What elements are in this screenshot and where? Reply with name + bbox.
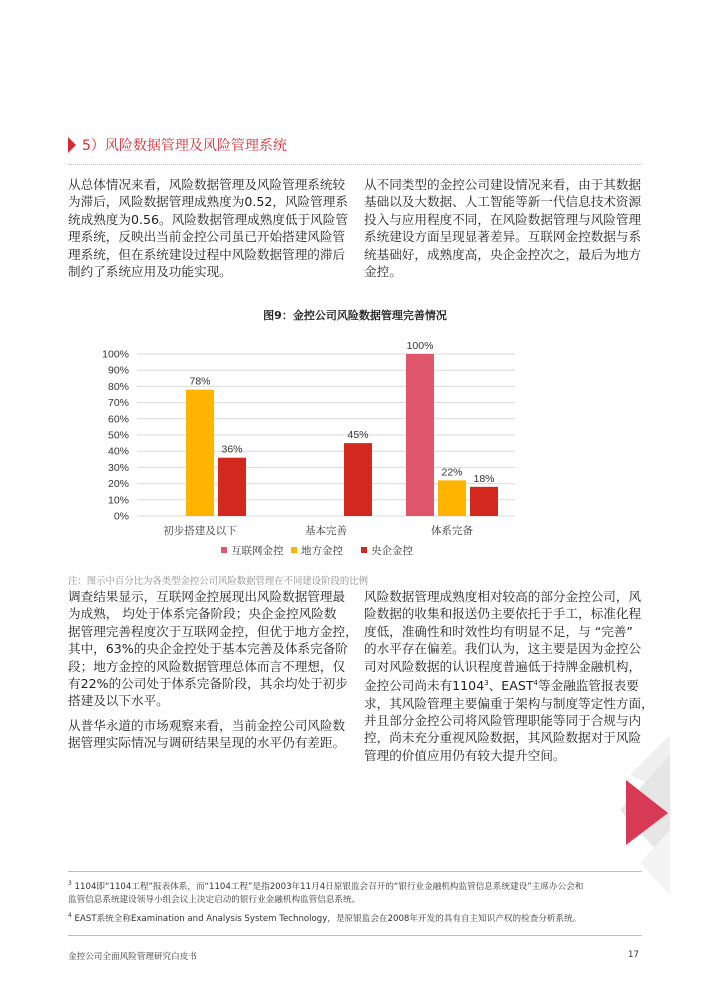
body-right-text-c: 等金融监管报表要 求，其风险管理主要偏重于架构与制度等定性方面， 并且部分金控公司将风险管理职能等同于合规与内 控，尚未充分重视风险数据，其风险数据对于风险 管理的价值应用仍有较大提升空间。 (364, 678, 654, 763)
bar (470, 487, 498, 516)
bar (406, 354, 434, 516)
footnote-3 (68, 877, 643, 908)
y-tick-label: 40% (107, 445, 129, 458)
body-right-text-a: 风险数据管理成熟度相对较高的部分金控公司，风 险数据的收集和报送仍主要依托于手工，标准化程 度低，准确性和时效性均有明显不足，与 “完善” 的水平存在偏差。我们认为，这主要是因为金控公 司对风险数据的认识程度普遍低于持牌金融机构， 金控公司尚未有1104 (364, 589, 642, 694)
footnote-4-marker: 4 (68, 912, 72, 919)
data-label: 22% (441, 466, 463, 479)
legend-label: 地方金控 (301, 545, 343, 557)
section-title: 5）风险数据管理及风险管理系统 (82, 138, 287, 154)
y-tick-label: 60% (107, 413, 129, 426)
section-divider (68, 164, 642, 165)
footnote-4 (68, 909, 643, 926)
body-left-paragraph-2: 从普华永道的市场观察来看，当前金控公司风险数 据管理实际情况与调研结果呈现的水平仍有差距。 (68, 718, 346, 751)
legend-label: 央企金控 (371, 545, 413, 557)
footer-divider (68, 935, 642, 936)
legend-swatch (361, 547, 367, 553)
body-right-text-b: 、EAST (488, 678, 534, 694)
bar (218, 458, 246, 516)
footnote-4-text: EAST系统全称Examination and Analysis System Technology，是原银监会在2008年开发的具有自主知识产权的检查分析系统。 (71, 913, 582, 924)
legend-swatch (221, 547, 227, 553)
y-tick-label: 0% (113, 510, 129, 523)
page-number: 17 (628, 950, 639, 960)
x-tick-label: 基本完善 (305, 525, 347, 537)
intro-right-paragraph: 从不同类型的金控公司建设情况来看，由于其数据 基础以及大数据、人工智能等新一代信息技术资源 投入与应用程度不同，在风险数据管理与风险管理 系统建设方面呈现显著差异。互联网金控数据与系 统基础好，成熟度高，央企金控次之，最后为地方 金控。 (364, 177, 642, 280)
y-tick-label: 90% (107, 364, 129, 377)
footnote-3-text: 1104即“1104工程”报表体系，而“1104工程”是指2003年11月4日原银监会召开的“银行业金融机构监管信息系统建设”主席办公会和 监管信息系统建设领导小组会议上决定启动的银行业金融机构监管信息系统。 (68, 881, 584, 906)
footnote-divider (68, 871, 642, 872)
figure-note: 注：图示中百分比为各类型金控公司风险数据管理在不同建设阶段的比例 (68, 576, 369, 587)
y-tick-label: 80% (107, 380, 129, 393)
data-label: 100% (406, 340, 434, 352)
y-tick-label: 100% (102, 348, 129, 361)
bar (438, 480, 466, 516)
y-tick-label: 70% (107, 397, 129, 410)
bar-chart (95, 335, 515, 567)
footnote-ref-3[interactable]: 3 (484, 679, 489, 688)
x-tick-label: 初步搭建及以下 (163, 525, 237, 537)
data-label: 18% (473, 472, 495, 485)
data-label: 45% (347, 429, 369, 442)
y-tick-label: 20% (107, 478, 129, 491)
section-marker-icon (68, 137, 76, 153)
legend-label: 互联网金控 (231, 545, 284, 557)
data-label: 36% (221, 443, 243, 456)
footnote-3-marker: 3 (68, 880, 72, 887)
footer-document-title: 金控公司全面风险管理研究白皮书 (68, 952, 197, 962)
data-label: 78% (189, 375, 211, 388)
bar (186, 390, 214, 516)
x-tick-label: 体系完备 (431, 525, 473, 537)
footnote-ref-4[interactable]: 4 (533, 679, 539, 688)
y-tick-label: 50% (107, 429, 129, 442)
y-tick-label: 10% (107, 494, 129, 507)
bar (344, 443, 372, 516)
y-tick-label: 30% (107, 461, 129, 474)
legend-swatch (291, 547, 297, 553)
figure-title: 图9：金控公司风险数据管理完善情况 (263, 309, 447, 322)
body-left-paragraph-1: 调查结果显示，互联网金控展现出风险数据管理最 为成熟， 均处于体系完备阶段；央企金控风险数 据管理完善程度次于互联网金控，但优于地方金控， 其中，63%的央企金控处于基本完善及体系完备阶 段；地方金控的风险数据管理总体而言不理想，仅 有22%的公司处于体系完备阶段，其余均处于初步 搭建及以下水平。 (68, 589, 358, 709)
intro-left-paragraph: 从总体情况来看，风险数据管理及风险管理系统较 为滞后，风险数据管理成熟度为0.52，风险管理系 统成熟度为0.56。风险数据管理成熟度低于风险管 理系统，反映出当前金控公司虽已开始搭建风险管 理系统，但在系统建设过程中风险数据管理的滞后 制约了系统应用及功能实现。 (68, 177, 348, 280)
